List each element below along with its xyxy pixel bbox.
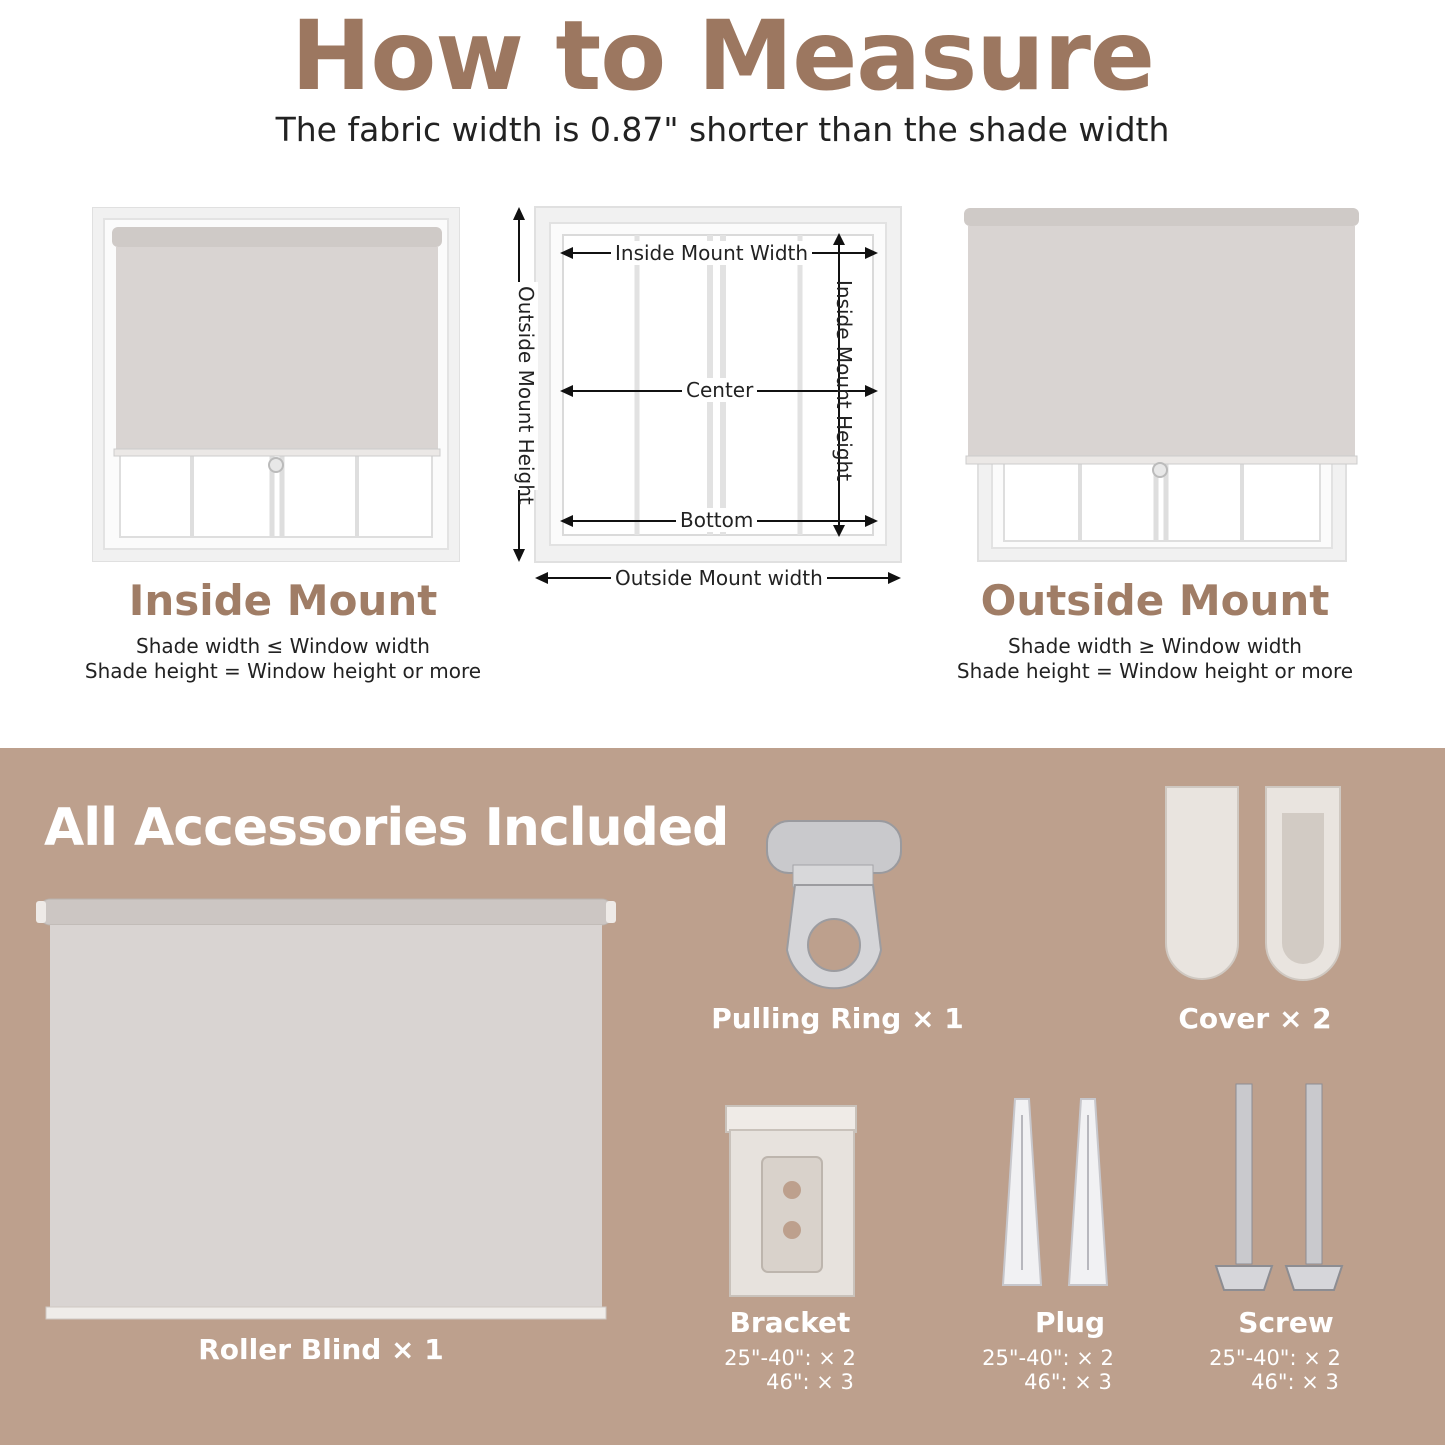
screw-image bbox=[1212, 1080, 1352, 1298]
screw-qty-2: 46": × 3 bbox=[1251, 1370, 1339, 1394]
accessories-title: All Accessories Included bbox=[44, 798, 729, 858]
bracket-label: Bracket bbox=[729, 1306, 851, 1339]
outside-mount-line1: Shade width ≥ Window width bbox=[1008, 634, 1302, 658]
pulling-ring-image bbox=[763, 815, 908, 990]
outside-mount-illustration bbox=[962, 206, 1362, 562]
bracket-qty-2: 46": × 3 bbox=[766, 1370, 854, 1394]
cover-image bbox=[1160, 783, 1350, 993]
screw-qty-1: 25"-40": × 2 bbox=[1209, 1346, 1341, 1370]
bottom-label: Bottom bbox=[676, 508, 757, 532]
bracket-qty-1: 25"-40": × 2 bbox=[724, 1346, 856, 1370]
outside-mount-title: Outside Mount bbox=[980, 576, 1330, 625]
outside-mount-line2: Shade height = Window height or more bbox=[956, 659, 1354, 683]
screw-label: Screw bbox=[1238, 1306, 1334, 1339]
center-label: Center bbox=[682, 378, 757, 402]
pulling-ring-label: Pulling Ring × 1 bbox=[711, 1002, 964, 1035]
roller-blind-label: Roller Blind × 1 bbox=[198, 1333, 444, 1366]
plug-image bbox=[985, 1095, 1115, 1300]
bracket-image bbox=[722, 1102, 862, 1302]
page-subtitle: The fabric width is 0.87" shorter than the shade width bbox=[275, 110, 1170, 149]
outside-mount-height-label: Outside Mount Height bbox=[514, 282, 538, 490]
inside-mount-title: Inside Mount bbox=[128, 576, 438, 625]
inside-mount-illustration bbox=[92, 207, 460, 562]
inside-mount-width-label: Inside Mount Width bbox=[611, 241, 812, 265]
plug-qty-1: 25"-40": × 2 bbox=[982, 1346, 1114, 1370]
outside-mount-width-label: Outside Mount width bbox=[611, 566, 827, 590]
page-title: How to Measure bbox=[290, 0, 1155, 112]
cover-label: Cover × 2 bbox=[1178, 1002, 1332, 1035]
inside-mount-line1: Shade width ≤ Window width bbox=[136, 634, 430, 658]
inside-mount-height-label: Inside Mount Height bbox=[832, 280, 856, 482]
plug-qty-2: 46": × 3 bbox=[1024, 1370, 1112, 1394]
inside-mount-line2: Shade height = Window height or more bbox=[84, 659, 482, 683]
roller-blind-image bbox=[36, 895, 616, 1325]
plug-label: Plug bbox=[1034, 1306, 1106, 1339]
